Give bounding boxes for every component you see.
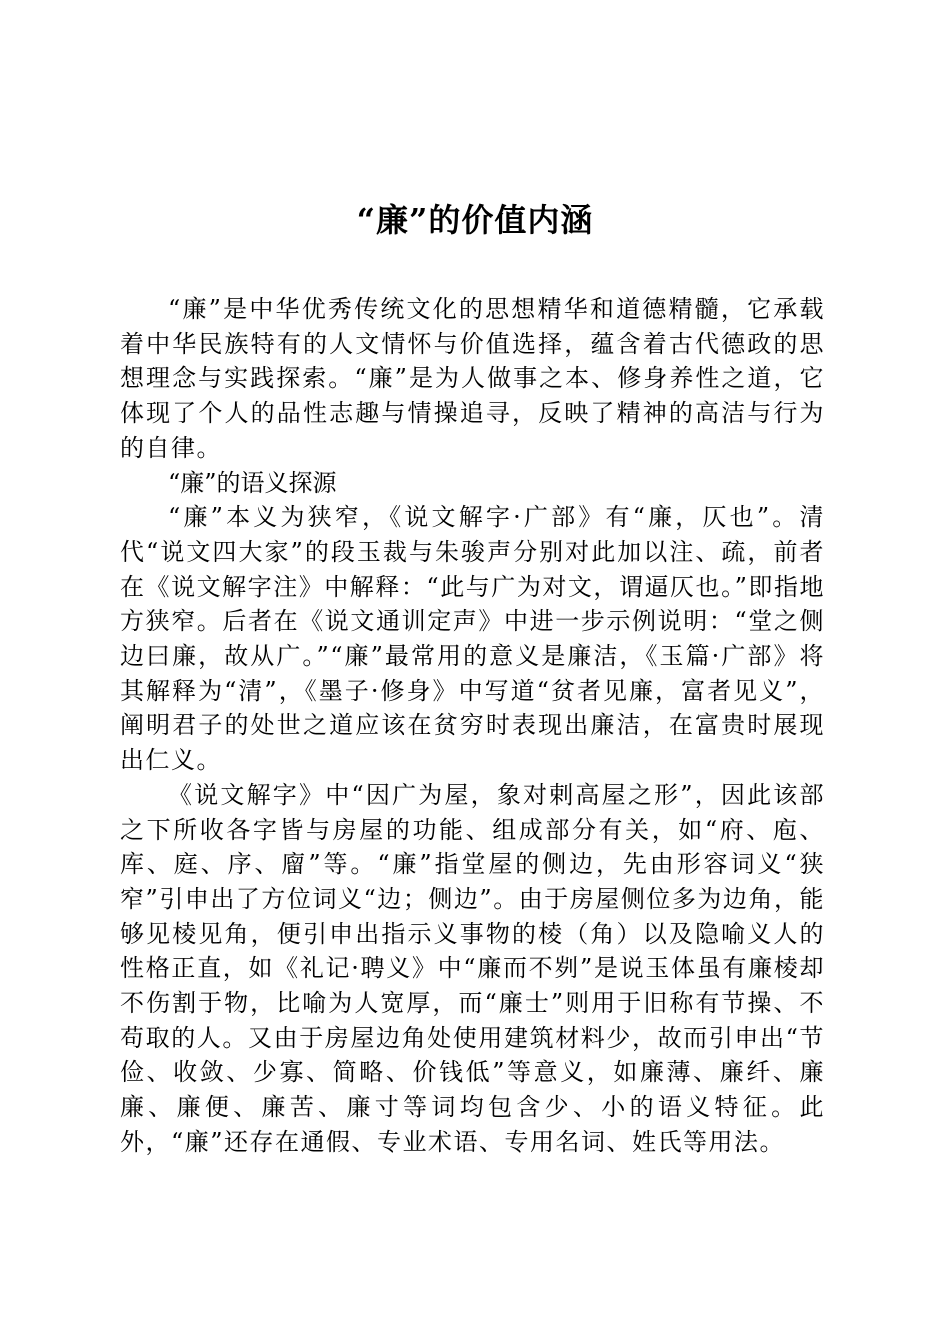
document-body — [120, 292, 825, 1160]
paragraph-semantic-origin: “廉”本义为狭窄，《说文解字·广部》有“廉，仄也”。清代“说文四大家”的段玉裁与朱骏声分别对此加以注、疏，前者在《说文解字注》中解释：“此与广为对文，谓逼仄也。”即指地方狭窄。后者在《说文通训定声》中进一步示例说明：“堂之侧边曰廉，故从广。”“廉”最常用的意义是廉洁，《玉篇·广部》将其解释为“清”，《墨子·修身》中写道“贫者见廉，富者见义”，阐明君子的处世之道应该在贫穷时表现出廉洁，在富贵时展现出仁义。 — [120, 503, 825, 775]
document-title: “廉”的价值内涵 — [356, 201, 594, 239]
section-heading: “廉”的语义探源 — [168, 468, 337, 497]
paragraph-intro: “廉”是中华优秀传统文化的思想精华和道德精髓，它承载着中华民族特有的人文情怀与价值选择，蕴含着古代德政的思想理念与实践探索。“廉”是为人做事之本、修身养性之道，它体现了个人的品性志趣与情操追寻，反映了精神的高洁与行为的自律。 — [120, 295, 825, 462]
paragraph-shuowen-analysis: 《说文解字》中“因广为屋，象对剌高屋之形”，因此该部之下所收各字皆与房屋的功能、组成部分有关，如“府、庖、库、庭、序、廇”等。“廉”指堂屋的侧边，先由形容词义“狭窄”引申出了方位词义“边；侧边”。由于房屋侧位多为边角，能够见棱见角，便引申出指示义事物的棱（角）以及隐喻义人的性格正直，如《礼记·聘义》中“廉而不刿”是说玉体虽有廉棱却不伤割于物，比喻为人宽厚，而“廉士”则用于旧称有节操、不苟取的人。又由于房屋边角处使用建筑材料少，故而引申出“节俭、收敛、少寡、简略、价钱低”等意义，如廉薄、廉纤、廉廉、廉便、廉苦、廉寸等词均包含少、小的语义特征。此外，“廉”还存在通假、专业术语、专用名词、姓氏等用法。 — [120, 780, 825, 1156]
